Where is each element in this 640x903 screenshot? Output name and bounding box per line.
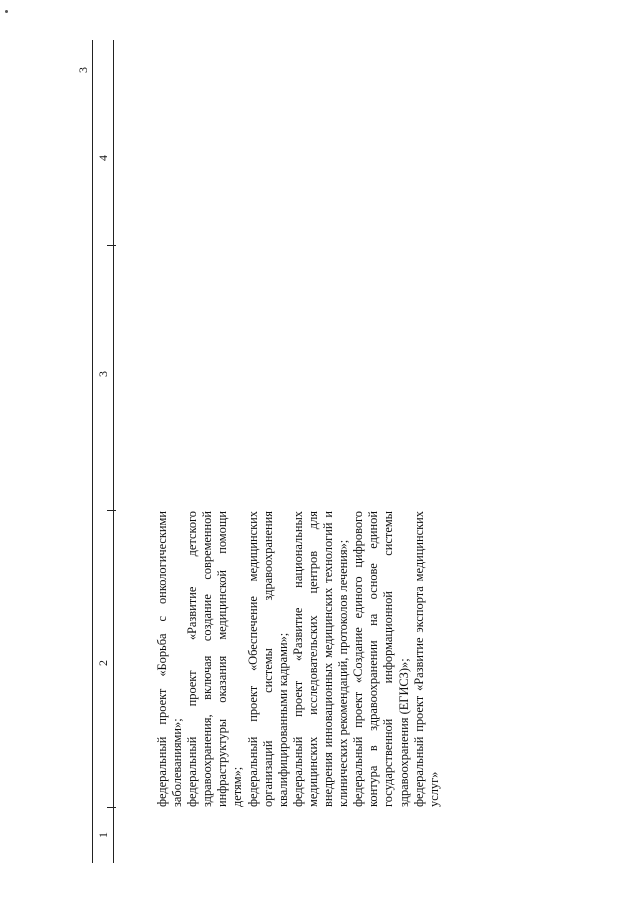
project-item: федеральный проект «Развитие национальных медицинских исследовательских центров для внедрения инновационных медицинских технологий и клинических рекомендаций, протоколов лечения»;: [290, 511, 351, 807]
column-divider-2-3: [107, 510, 116, 511]
column-number-3: 3: [96, 371, 110, 377]
column-divider-1-2: [107, 807, 116, 808]
project-item: федеральный проект «Обеспечение медицинских организаций системы здравоохранения квалифицированными кадрами»;: [245, 511, 290, 807]
column-divider-3-4: [107, 245, 116, 246]
scan-mark: [5, 10, 8, 13]
project-item: федеральный проект «Развитие детского здравоохранения, включая создание современной инфраструктуры оказания медицинской помощи детям»;: [185, 511, 245, 807]
page-number: 3: [76, 67, 90, 73]
project-item: федеральный проект «Создание единого цифрового контура в здравоохранении на основе единой государственной информационной системы здравоохранения (ЕГИСЗ)»;: [351, 511, 411, 807]
column-number-2: 2: [96, 660, 110, 666]
column-2-content: [155, 511, 442, 807]
column-number-1: 1: [96, 832, 110, 838]
column-number-4: 4: [96, 155, 110, 161]
header-top-border: [92, 40, 93, 863]
project-item: федеральный проект «Развитие экспорта медицинских услуг»: [411, 511, 441, 807]
project-item: федеральный проект «Борьба с онкологическими заболеваниями»;: [155, 511, 185, 807]
header-bottom-border: [113, 40, 114, 863]
